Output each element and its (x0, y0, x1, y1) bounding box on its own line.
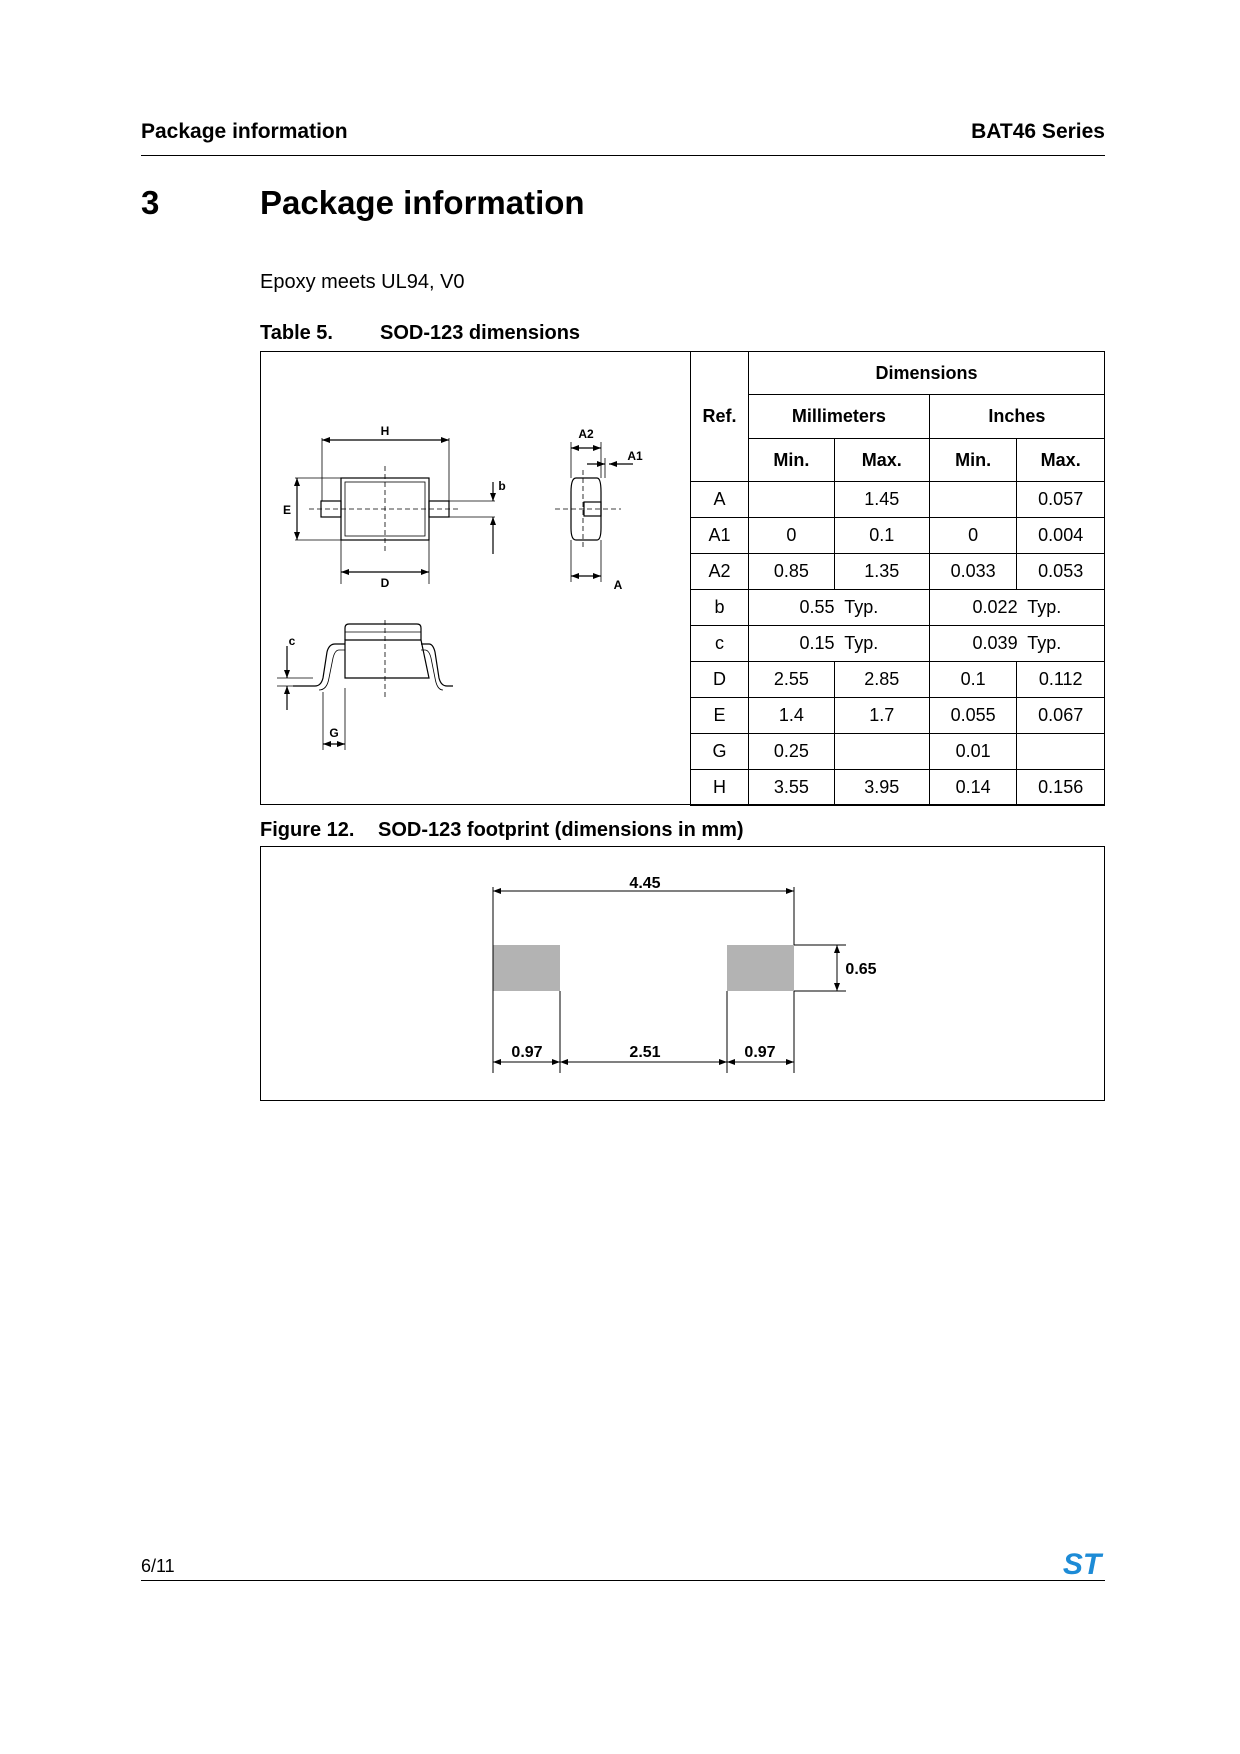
cell-mm-min: 3.55 (749, 770, 835, 806)
figure-caption-label: Figure 12. (260, 819, 355, 841)
cell-mm-min: 2.55 (749, 662, 835, 698)
label-G: G (329, 726, 339, 740)
cell-mm-max: 0.1 (834, 518, 929, 554)
cell-mm-max: 1.35 (834, 554, 929, 590)
cell-in-min: 0.1 (929, 662, 1017, 698)
cell-in-min: 0.055 (929, 698, 1017, 734)
cell-in-min: 0.14 (929, 770, 1017, 806)
cell-mm-min: 0.85 (749, 554, 835, 590)
dimensions-table (690, 351, 1105, 806)
col-header-in-max: Max. (1017, 439, 1105, 482)
dim-pad-left-width: 0.97 (511, 1044, 543, 1061)
footprint-pad-right (727, 945, 794, 991)
cell-in-max: 0.057 (1017, 482, 1105, 518)
cell-ref: A2 (691, 554, 749, 590)
cell-mm-max: 2.85 (834, 662, 929, 698)
table-row (691, 482, 1105, 518)
running-header-right: BAT46 Series (971, 120, 1105, 143)
body-text: Epoxy meets UL94, V0 (260, 271, 465, 293)
col-header-dimensions: Dimensions (749, 352, 1105, 395)
section-number: 3 (141, 184, 160, 221)
label-E: E (282, 503, 292, 517)
dim-pad-right-width: 0.97 (744, 1044, 776, 1061)
cell-mm-min: 0.25 (749, 734, 835, 770)
table-caption (260, 322, 580, 345)
cell-mm-min (749, 482, 835, 518)
cell-mm-min: 0 (749, 518, 835, 554)
col-header-millimeters: Millimeters (749, 395, 930, 439)
cell-mm-max (834, 734, 929, 770)
col-header-mm-max: Max. (834, 439, 929, 482)
cell-in-min: 0 (929, 518, 1017, 554)
dim-total-width: 4.45 (629, 875, 661, 892)
label-A: A (613, 578, 623, 592)
label-A2: A2 (578, 427, 594, 441)
cell-mm-max: 1.45 (834, 482, 929, 518)
table-row (691, 554, 1105, 590)
table-row (691, 770, 1105, 806)
col-header-ref: Ref. (691, 352, 749, 482)
footprint-pad-left (493, 945, 560, 991)
label-A1: A1 (627, 449, 643, 463)
cell-ref: H (691, 770, 749, 806)
table-row (691, 734, 1105, 770)
label-c: c (288, 634, 296, 648)
cell-mm-min: 1.4 (749, 698, 835, 734)
footprint-drawing (261, 847, 1104, 1100)
st-logo-text: ST (1062, 1548, 1102, 1578)
cell-in-max: 0.067 (1017, 698, 1105, 734)
cell-in-max: 0.112 (1017, 662, 1105, 698)
cell-in-max: 0.004 (1017, 518, 1105, 554)
table-row (691, 518, 1105, 554)
cell-in-max (1017, 734, 1105, 770)
cell-in-min: 0.033 (929, 554, 1017, 590)
figure-caption (260, 819, 744, 842)
label-H: H (380, 424, 390, 438)
cell-mm-max: 3.95 (834, 770, 929, 806)
table-row (691, 662, 1105, 698)
cell-ref: A (691, 482, 749, 518)
cell-in-min (929, 482, 1017, 518)
label-b: b (498, 479, 506, 493)
table-caption-label: Table 5. (260, 322, 333, 344)
cell-ref: b (691, 590, 749, 626)
cell-in-typ: 0.039 Typ. (929, 626, 1104, 662)
end-view-body (345, 640, 429, 678)
table-caption-title: SOD-123 dimensions (380, 322, 581, 344)
section-title: Package information (260, 184, 585, 221)
footer-rule (141, 1580, 1105, 1581)
dim-gap: 2.51 (629, 1044, 661, 1061)
st-logo (1058, 1548, 1106, 1578)
cell-in-max: 0.156 (1017, 770, 1105, 806)
table-row (691, 698, 1105, 734)
cell-mm-max: 1.7 (834, 698, 929, 734)
cell-in-typ: 0.022 Typ. (929, 590, 1104, 626)
cell-mm-typ: 0.55 Typ. (749, 590, 930, 626)
table-row (691, 626, 1105, 662)
header-rule (141, 155, 1105, 156)
col-header-inches: Inches (929, 395, 1104, 439)
page-number: 6/11 (141, 1556, 175, 1576)
cell-ref: c (691, 626, 749, 662)
cell-ref: D (691, 662, 749, 698)
col-header-mm-min: Min. (749, 439, 835, 482)
running-header-left: Package information (141, 120, 348, 143)
figure-caption-title: SOD-123 footprint (dimensions in mm) (378, 819, 744, 841)
package-drawing (261, 352, 689, 804)
cell-ref: E (691, 698, 749, 734)
cell-mm-typ: 0.15 Typ. (749, 626, 930, 662)
table-row (691, 590, 1105, 626)
dim-pad-height: 0.65 (845, 961, 877, 978)
cell-ref: A1 (691, 518, 749, 554)
cell-in-max: 0.053 (1017, 554, 1105, 590)
label-D: D (380, 576, 390, 590)
col-header-in-min: Min. (929, 439, 1017, 482)
cell-in-min: 0.01 (929, 734, 1017, 770)
cell-ref: G (691, 734, 749, 770)
